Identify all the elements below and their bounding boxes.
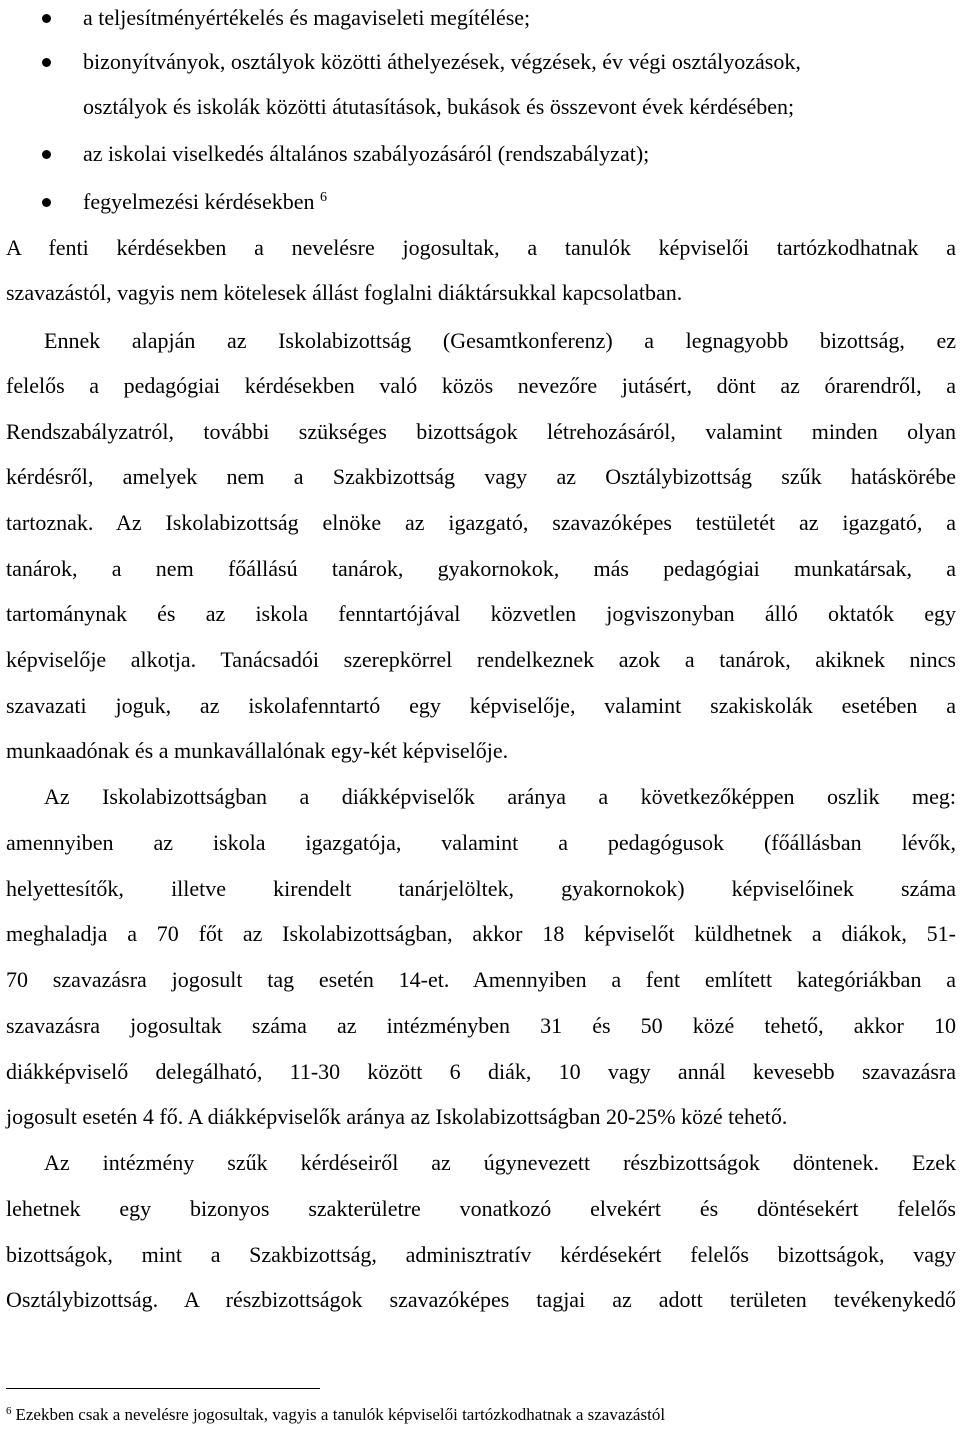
text-line: helyettesítők, illetve kirendelt tanárjelöltek, gyakornokok) képviselőinek száma — [6, 876, 956, 901]
text-line: meghaladja a 70 főt az Iskolabizottságban, akkor 18 képviselőt küldhetnek a diákok, 51- — [6, 921, 956, 946]
list-item-text: a teljesítményértékelés és magaviseleti megítélése; — [83, 5, 531, 30]
text-line: szavazati joguk, az iskolafenntartó egy képviselője, valamint szakiskolák esetében a — [6, 693, 956, 718]
list-item-text: osztályok és iskolák közötti átutasítások, bukások és összevont évek kérdésében; — [83, 94, 795, 119]
footnote-reference: 6 — [320, 190, 327, 205]
text-line: 70 szavazásra jogosult tag esetén 14-et. Amennyiben a fent említett kategóriákban a — [6, 967, 956, 992]
text-line: felelős a pedagógiai kérdésekben való közös nevezőre jutásért, dönt az órarendről, a — [6, 373, 956, 398]
text-line: Ennek alapján az Iskolabizottság (Gesamtkonferenz) a legnagyobb bizottság, ez — [44, 328, 956, 353]
text-line: diákképviselő delegálható, 11-30 között 6 diák, 10 vagy annál kevesebb szavazásra — [6, 1059, 956, 1084]
list-item-text: az iskolai viselkedés általános szabályozásáról (rendszabályzat); — [83, 141, 650, 166]
list-item — [0, 187, 960, 217]
text-line: Az Iskolabizottságban a diákképviselők aránya a következőképpen oszlik meg: — [44, 784, 956, 809]
list-item-text — [83, 187, 327, 221]
list-item-continuation — [0, 92, 960, 122]
footnote — [6, 1403, 665, 1429]
text-line: jogosult esetén 4 fő. A diákképviselők aránya az Iskolabizottságban 20-25% közé tehető. — [6, 1104, 788, 1129]
list-item — [0, 139, 960, 169]
text-line: szavazásra jogosultak száma az intézményben 31 és 50 közé tehető, akkor 10 — [6, 1013, 956, 1038]
text-line: kérdésről, amelyek nem a Szakbizottság vagy az Osztálybizottság szűk hatáskörébe — [6, 464, 956, 489]
footnote-number: 6 — [6, 1405, 12, 1417]
text-line: tartoznak. Az Iskolabizottság elnöke az igazgató, szavazóképes testületét az igazgató, a — [6, 510, 956, 535]
bullet-icon — [42, 14, 51, 23]
list-item — [0, 3, 960, 33]
bullet-icon — [42, 198, 51, 207]
text-line: Az intézmény szűk kérdéseiről az úgynevezett részbizottságok döntenek. Ezek — [44, 1150, 956, 1175]
bullet-icon — [42, 58, 51, 67]
footnote-separator — [6, 1388, 320, 1389]
text-line: munkaadónak és a munkavállalónak egy-két képviselője. — [6, 738, 509, 763]
list-item — [0, 47, 960, 77]
text-line: bizottságok, mint a Szakbizottság, adminisztratív kérdésekért felelős bizottságok, vagy — [6, 1242, 956, 1267]
text-line: Rendszabályzatról, további szükséges bizottságok létrehozásáról, valamint minden olyan — [6, 419, 956, 444]
text-line: szavazástól, vagyis nem kötelesek állást foglalni diáktársukkal kapcsolatban. — [6, 280, 683, 305]
text-line: amennyiben az iskola igazgatója, valamint a pedagógusok (főállásban lévők, — [6, 830, 956, 855]
text-line: Osztálybizottság. A részbizottságok szavazóképes tagjai az adott területen tevékenykedő — [6, 1287, 956, 1312]
text-line: lehetnek egy bizonyos szakterületre vonatkozó elvekért és döntésekért felelős — [6, 1196, 956, 1221]
footnote-text: Ezekben csak a nevelésre jogosultak, vagyis a tanulók képviselői tartózkodhatnak a szavazástól — [15, 1405, 666, 1424]
list-item-label: fegyelmezési kérdésekben — [83, 189, 315, 214]
text-line: képviselője alkotja. Tanácsadói szerepkörrel rendelkeznek azok a tanárok, akiknek nincs — [6, 647, 956, 672]
list-item-text: bizonyítványok, osztályok közötti áthelyezések, végzések, év végi osztályozások, — [83, 49, 801, 74]
text-line: tanárok, a nem főállású tanárok, gyakornokok, más pedagógiai munkatársak, a — [6, 556, 956, 581]
bullet-icon — [42, 150, 51, 159]
text-line: A fenti kérdésekben a nevelésre jogosultak, a tanulók képviselői tartózkodhatnak a — [6, 235, 956, 260]
text-line: tartománynak és az iskola fenntartójával közvetlen jogviszonyban álló oktatók egy — [6, 601, 956, 626]
